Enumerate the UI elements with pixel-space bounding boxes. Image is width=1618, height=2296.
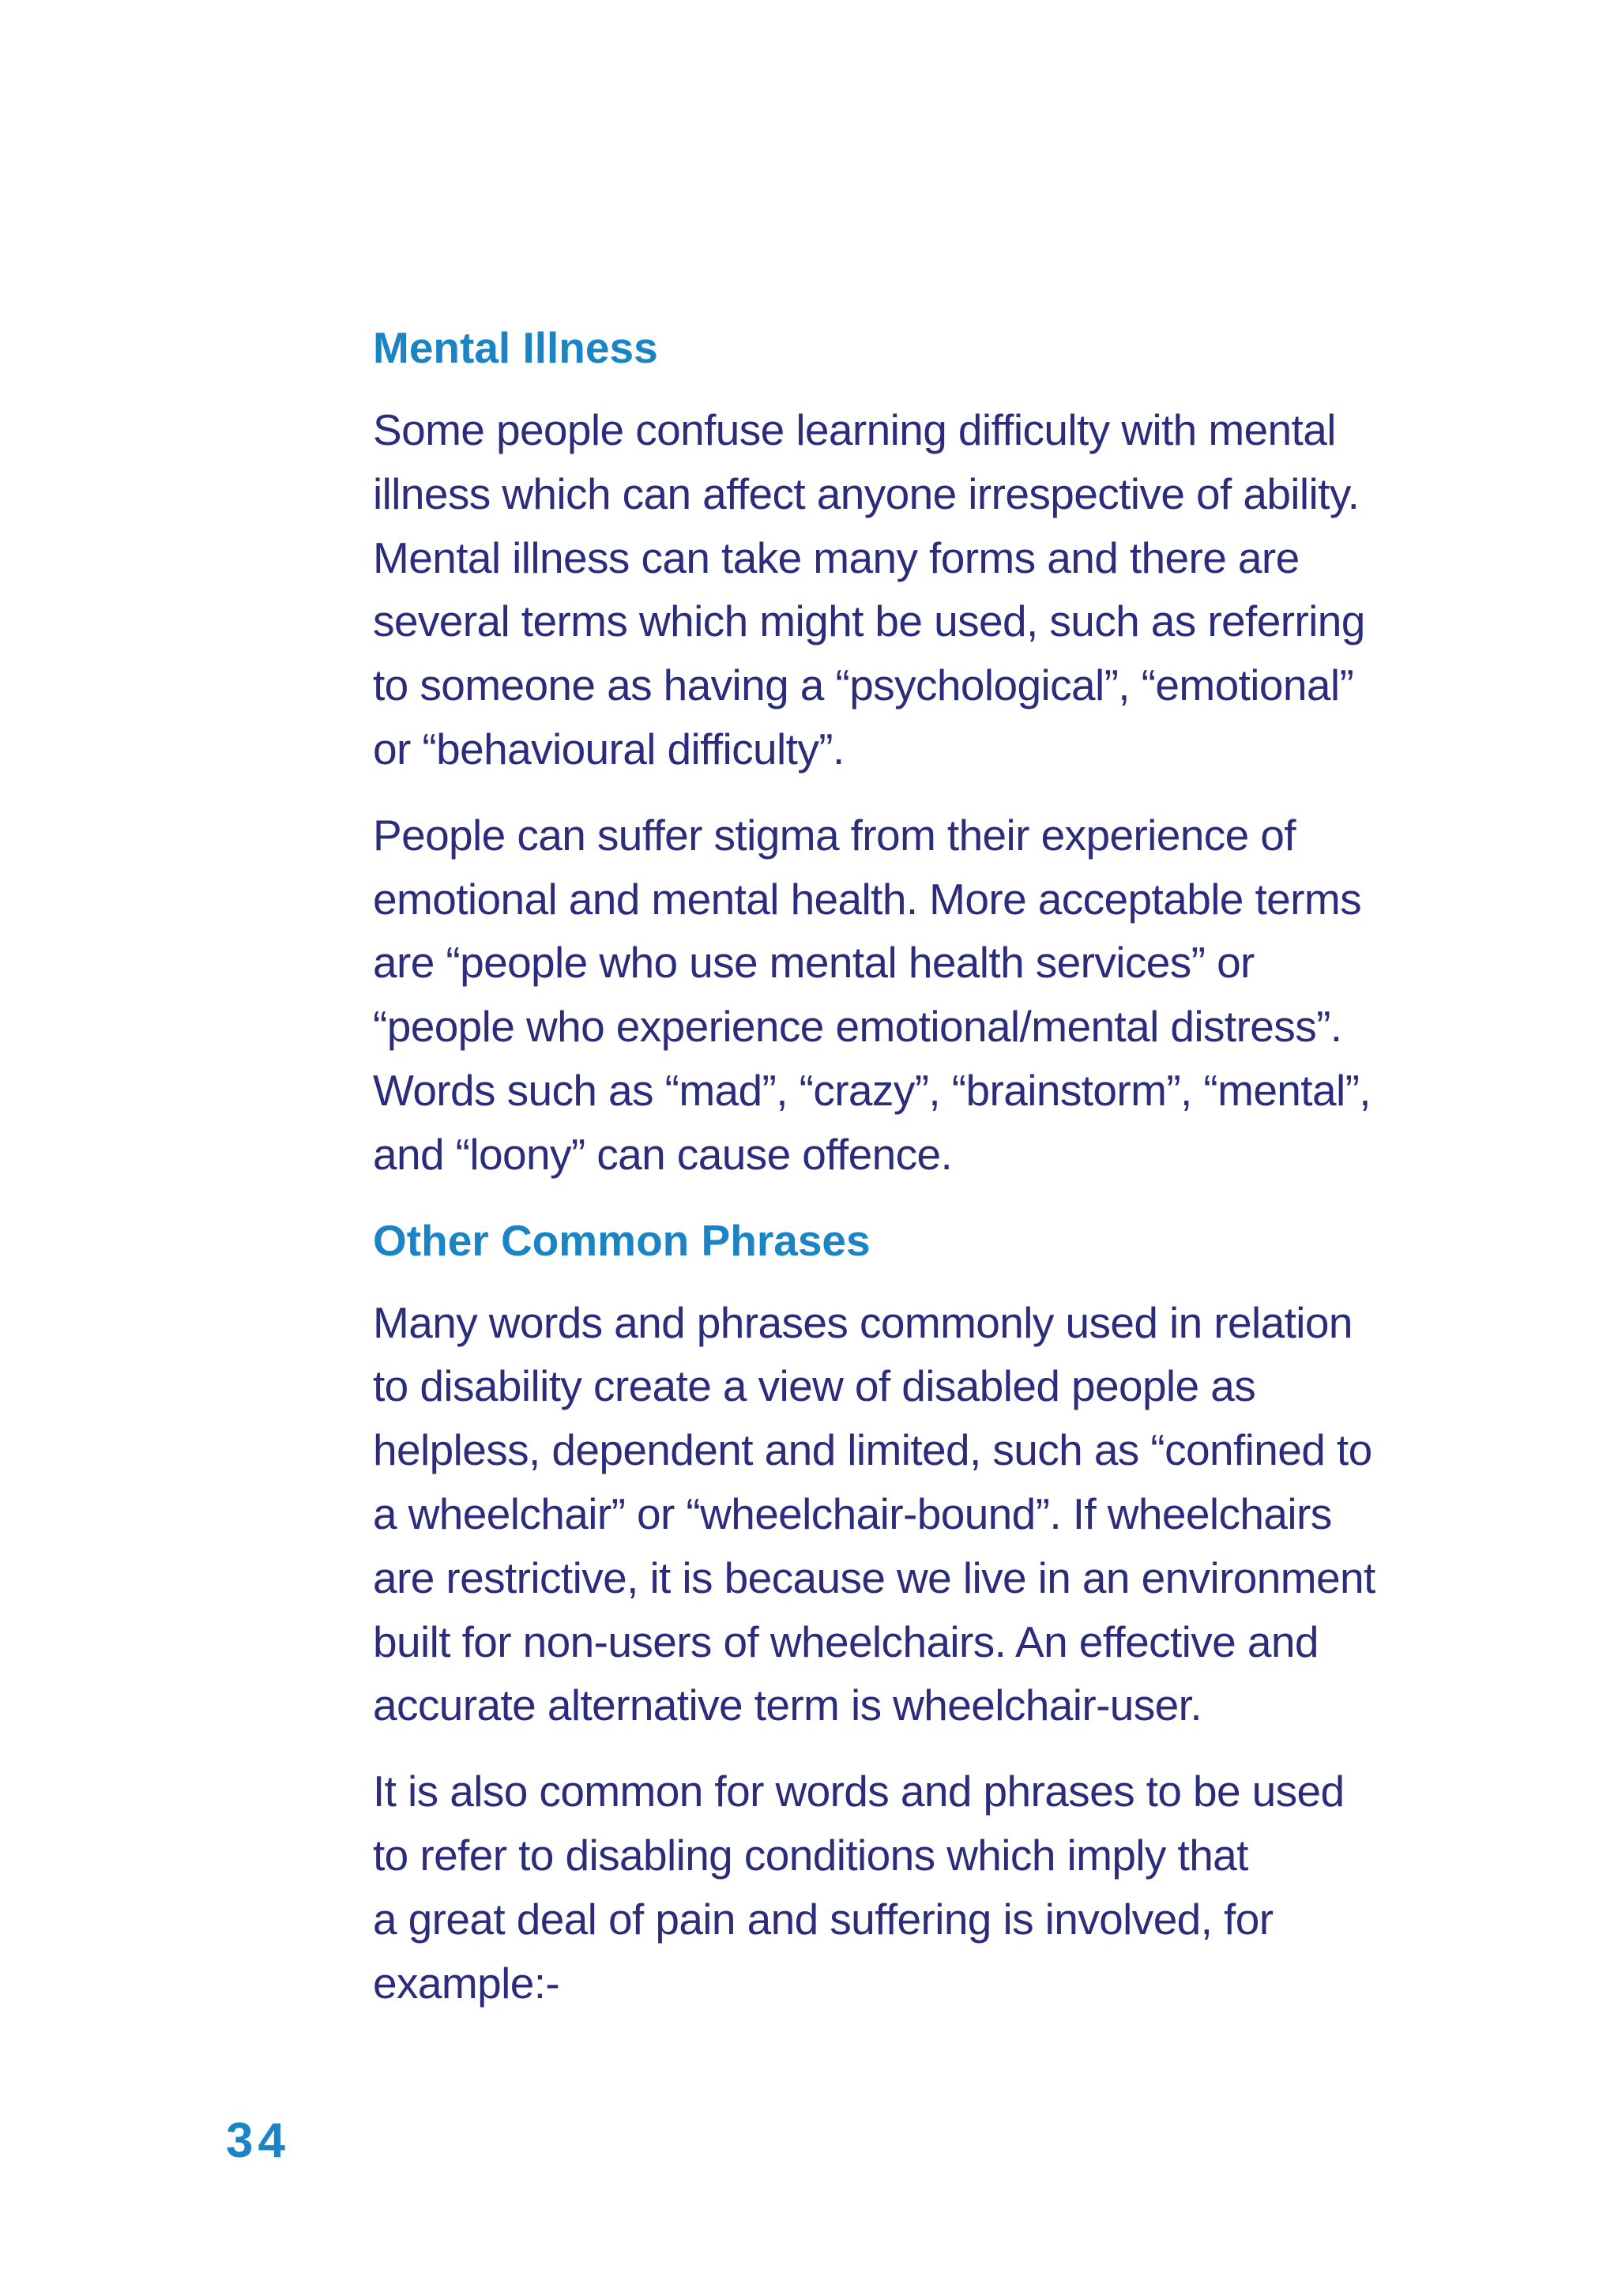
text-line: “people who experience emotional/mental distress”.: [373, 1002, 1342, 1052]
paragraph-other-phrases-2: [373, 1760, 1479, 2015]
text-line: a wheelchair” or “wheelchair-bound”. If wheelchairs: [373, 1489, 1332, 1538]
text-line: several terms which might be used, such as referring: [373, 597, 1365, 646]
text-line: built for non-users of wheelchairs. An effective and: [373, 1617, 1319, 1666]
paragraph-mental-illness-2: [373, 804, 1479, 1187]
text-line: to someone as having a “psychological”, “emotional”: [373, 661, 1354, 710]
text-line: to disability create a view of disabled people as: [373, 1361, 1256, 1411]
text-line: accurate alternative term is wheelchair-user.: [373, 1681, 1202, 1730]
text-line: to refer to disabling conditions which imply that: [373, 1830, 1248, 1880]
section-heading-other-common-phrases: Other Common Phrases: [373, 1215, 871, 1265]
text-line: Mental illness can take many forms and there are: [373, 533, 1300, 582]
text-line: illness which can affect anyone irrespective of ability.: [373, 469, 1360, 518]
text-line: and “loony” can cause offence.: [373, 1129, 953, 1179]
text-line: a great deal of pain and suffering is involved, for: [373, 1894, 1274, 1944]
text-line: helpless, dependent and limited, such as “confined to: [373, 1425, 1372, 1475]
text-line: example:-: [373, 1958, 560, 2008]
paragraph-mental-illness-1: [373, 398, 1479, 781]
text-line: Words such as “mad”, “crazy”, “brainstorm”, “mental”,: [373, 1065, 1371, 1115]
text-line: are restrictive, it is because we live in an environment: [373, 1553, 1375, 1602]
text-line: Some people confuse learning difficulty with mental: [373, 405, 1336, 454]
page-number: 34: [226, 2113, 290, 2168]
text-line: It is also common for words and phrases to be used: [373, 1767, 1345, 1816]
paragraph-other-phrases-1: [373, 1291, 1479, 1738]
text-line: emotional and mental health. More acceptable terms: [373, 874, 1361, 924]
text-line: People can suffer stigma from their experience of: [373, 810, 1296, 860]
text-line: are “people who use mental health services” or: [373, 938, 1255, 988]
text-line: Many words and phrases commonly used in relation: [373, 1297, 1353, 1347]
text-line: or “behavioural difficulty”.: [373, 724, 845, 773]
section-heading-mental-illness: Mental Illness: [373, 323, 658, 372]
page-content: [373, 316, 1479, 2037]
